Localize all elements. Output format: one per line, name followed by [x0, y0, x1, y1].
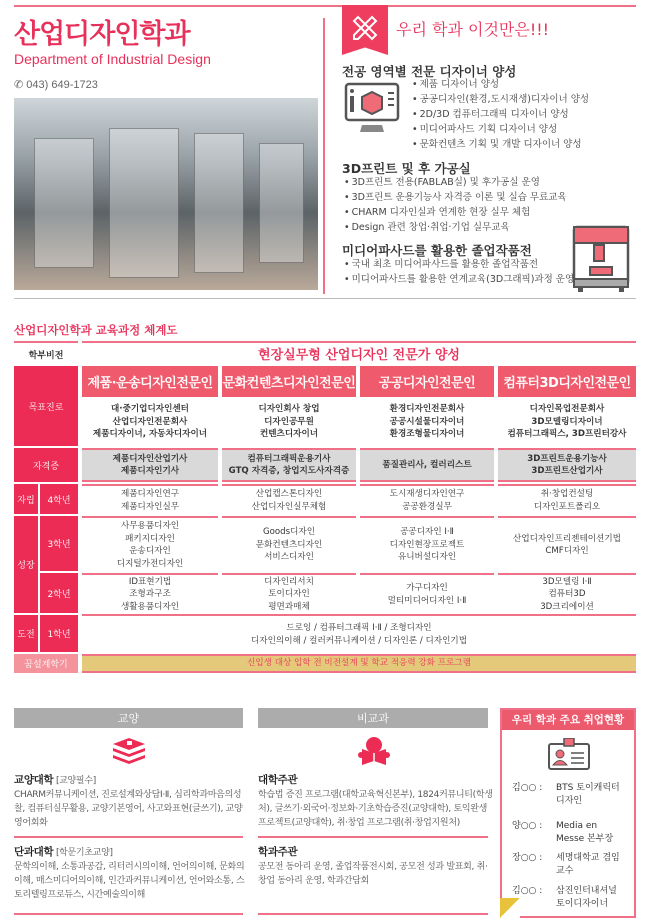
curriculum-title: 산업디자인학과 교육과정 체계도: [14, 323, 178, 337]
track-year3-cell: [222, 516, 356, 572]
row-label-year4: 4학년: [40, 484, 78, 514]
course-line: 3D모델링 Ⅰ·Ⅱ: [542, 576, 592, 587]
course-line: 취·창업컨설팅: [540, 489, 594, 499]
course-line: 3D크리에이션: [540, 601, 594, 612]
graduate-name: 양○○ :: [512, 821, 543, 831]
highlights-title: 우리 학과 이것만은!!!: [396, 20, 550, 39]
course-line: 컴퓨터그래픽스, 3D프린터강사: [507, 429, 627, 440]
course-line: 디자인의이해 / 컬러커뮤니케이션 / 디자인론 / 디자인기법: [250, 635, 467, 646]
highlight-list: [412, 77, 589, 152]
track-header: 문화컨텐츠디자인전문인: [222, 366, 356, 397]
employment-item: [512, 885, 628, 911]
rule: [14, 341, 78, 343]
course-line: 공공디자인 Ⅰ·Ⅱ: [400, 527, 454, 538]
graduate-job: BTS 토이캐릭터 디자인: [556, 783, 620, 806]
course-line: 가구디자인: [406, 583, 448, 593]
course-line: 디자인공무원: [264, 416, 314, 427]
track-header: 제품·운송디자인전문인: [82, 366, 218, 397]
books-icon: [113, 738, 145, 770]
course-line: 디자인회사 창업: [258, 404, 320, 415]
track-year3-cell: [360, 516, 494, 572]
rule: [82, 341, 636, 343]
course-line: 도시재생디자인연구: [389, 489, 465, 499]
top-rule: [14, 5, 636, 7]
block-title: 대학주관: [258, 774, 298, 786]
track-year4-cell: [360, 484, 494, 515]
extra-block: [258, 773, 494, 830]
course-line: 3D프린트산업기사: [531, 466, 603, 476]
course-line: 제품디자인실무: [120, 501, 180, 512]
vision-text: 현장실무형 산업디자인 전문가 양성: [258, 348, 460, 363]
graduate-job: 세명대학교 겸임교수: [556, 853, 620, 876]
track-careers-cell: [222, 398, 356, 446]
list-item: • 문화컨텐츠 기획 및 개발 디자이너 양성: [412, 137, 589, 152]
row-label-target: 목표진로: [14, 366, 78, 446]
track-careers-cell: [498, 398, 636, 446]
block-title: 교양대학: [14, 774, 54, 786]
graduate-name: 장○○ :: [512, 853, 543, 863]
studio-photo: [14, 98, 318, 290]
vision-label: 학부비전: [28, 350, 64, 361]
course-line: 산업디자인프리젠테이션기법: [513, 533, 621, 544]
track-year2-cell: [360, 573, 494, 614]
row-label-independence: 자립: [14, 484, 38, 514]
employment-box: [500, 708, 636, 918]
course-line: CMF디자인: [545, 546, 589, 556]
course-line: 환경조형물디자이너: [389, 429, 465, 440]
track-careers-cell: [360, 398, 494, 446]
course-line: 품질관리사, 컬러리스트: [382, 459, 472, 470]
course-line: 패키지디자인: [125, 533, 175, 544]
rule: [258, 836, 488, 838]
course-line: 디자인포트폴리오: [533, 501, 601, 512]
course-line: 환경디자인전문회사: [389, 404, 465, 415]
monitor-icon: [344, 82, 400, 138]
reading-icon: [357, 737, 391, 769]
course-line: 산업디자인실무체험: [251, 501, 327, 512]
list-item: • Design 관련 창업·취업·기업 실무교육: [344, 220, 567, 235]
liberal-header: 교양: [14, 708, 243, 728]
row-label-cert: 자격증: [14, 448, 78, 482]
track-careers-cell: [82, 398, 218, 446]
graduate-job: 삼진인터내셔널 토이디자이너: [556, 886, 617, 909]
course-line: 공공시설물디자이너: [389, 416, 465, 427]
list-item: • 3D프린트 전용(FABLAB실) 및 후가공실 운영: [344, 175, 567, 190]
extra-header: 비교과: [258, 708, 488, 728]
section-divider: [14, 298, 636, 299]
course-line: 제품디자인연구: [120, 489, 180, 499]
rule: [14, 913, 243, 915]
row-label-challenge: 도전: [14, 615, 38, 652]
liberal-block: [14, 845, 246, 902]
3d-printer-icon: [572, 225, 630, 297]
list-item: • 국내 최초 미디어파사드를 활용한 졸업작품전: [344, 257, 574, 272]
list-item: • 제품 디자이너 양성: [412, 77, 589, 92]
phone-icon: ✆: [14, 79, 27, 91]
block-title: 학과주관: [258, 846, 298, 858]
course-line: 평면과매체: [268, 601, 310, 612]
list-item: • 미디어파사드 기획 디자이너 양성: [412, 122, 589, 137]
liberal-block: [14, 773, 246, 830]
course-line: 사무용품디자인: [120, 521, 180, 531]
row-label-growth: 성장: [14, 516, 38, 613]
track-certs-cell: [360, 448, 494, 482]
list-item: • 2D/3D 컴퓨터그래픽 디자이너 양성: [412, 107, 589, 122]
course-line: 산업디자인전문회사: [112, 416, 188, 427]
track-certs-cell: [498, 448, 636, 482]
employment-item: [512, 820, 628, 846]
block-title: 단과대학: [14, 846, 54, 858]
course-line: 문화컨텐츠디자인: [255, 539, 323, 550]
list-item: • CHARM 디자인실과 연계한 현장 실무 체험: [344, 205, 567, 220]
dream-semester: 신입생 대상 입학 전 비전설계 및 학교 적응력 강화 프로그램: [82, 654, 636, 673]
row-label-dream: 꿈설계학기: [14, 654, 78, 673]
course-line: 운송디자인: [129, 546, 171, 556]
block-text: CHARM커뮤니케이션, 진로설계와상담Ⅰ·Ⅱ, 심리학과마음의성찰, 컴퓨터실무활용, 교양기본영어, 사고와표현(글쓰기), 교양영어회화: [14, 790, 243, 828]
highlight-list: [344, 175, 567, 235]
course-line: ID표현기법: [128, 576, 172, 587]
phone-number: 043) 649-1723: [26, 79, 98, 91]
graduate-job: Media en Messe 본부장: [556, 821, 614, 844]
block-text: 학습법 증진 프로그램(대학교육혁신본부), 1824커뮤니티(학생처), 글쓰기·외국어·정보화·기초학습증진(교양대학), 토익완생프로젝트(교양대학), 취·창업 프로그램(취·창업지원처): [258, 790, 493, 828]
row-label-year3: 3학년: [40, 516, 78, 571]
phone: [14, 78, 98, 91]
section-heading: 미디어파사드를 활용한 졸업작품전: [342, 243, 532, 258]
track-year2-cell: [82, 573, 218, 614]
list-item: • 공공디자인(환경,도시재생)디자이너 양성: [412, 92, 589, 107]
course-line: 컴퓨터그래픽운용기사: [247, 453, 331, 464]
track-year4-cell: [222, 484, 356, 515]
rule: [14, 836, 243, 838]
course-line: 3D프린트운용기능사: [527, 453, 607, 464]
year1-courses: [82, 614, 636, 653]
course-line: 제품디자인산업기사: [112, 453, 188, 464]
page-title: 산업디자인학과: [14, 19, 190, 50]
list-item: • 3D프린트 운용기능사 자격증 이론 및 실습 무료교육: [344, 190, 567, 205]
course-line: GTQ 자격증, 창업지도사자격증: [228, 466, 350, 476]
block-text: 공모전 동아리 운영, 졸업작품전시회, 공모전 성과 발표회, 취·창업 동아리 운영, 학과간담회: [258, 862, 488, 886]
section-heading: 3D프린트 및 후 가공실: [342, 161, 471, 176]
ruler-pencil-icon: [342, 5, 388, 55]
highlight-list: [344, 257, 574, 287]
course-line: 컴퓨터3D: [548, 589, 586, 600]
course-line: 디지털가전디자인: [116, 558, 184, 569]
track-header: 컴퓨터3D디자인전문인: [498, 366, 636, 397]
row-label-year2: 2학년: [40, 573, 78, 613]
course-line: 멀티미디어디자인 Ⅰ·Ⅱ: [387, 595, 467, 606]
english-title: Department of Industrial Design: [14, 51, 211, 67]
course-line: 제품디자이너, 자동차디자이너: [92, 429, 208, 440]
track-year2-cell: [222, 573, 356, 614]
course-line: 컨텐츠디자이너: [259, 429, 319, 440]
course-line: 디자인리서치: [264, 576, 314, 587]
block-text: 문학의이해, 소통과공감, 리터러시의이해, 언어의이해, 문화의이해, 매스미디어의이해, 인간과커뮤니케이션, 언어와소통, 스토리텔링프로듀스, 시간예술의이해: [14, 862, 245, 900]
track-year2-cell: [498, 573, 636, 614]
course-line: 디자인목업전문회사: [529, 404, 605, 415]
course-line: 서비스디자인: [264, 552, 314, 563]
track-year4-cell: [82, 484, 218, 515]
course-line: 3D모델링디자이너: [531, 416, 603, 427]
folded-corner: [500, 898, 520, 918]
course-line: 토이디자인: [268, 589, 310, 600]
graduate-name: 김○○ :: [512, 886, 543, 896]
track-header: 공공디자인전문인: [360, 366, 494, 397]
track-year4-cell: [498, 484, 636, 515]
track-year3-cell: [498, 516, 636, 572]
row-label-year1: 1학년: [40, 615, 78, 652]
course-line: 대·중기업디자인센터: [111, 404, 189, 415]
course-line: 생활용품디자인: [120, 601, 180, 612]
course-line: 드로잉 / 컴퓨터그래픽 Ⅰ·Ⅱ / 조형디자인: [286, 623, 432, 633]
course-line: 제품디자인기사: [120, 466, 180, 476]
course-line: Goods디자인: [262, 527, 315, 538]
rule: [258, 913, 488, 915]
track-certs-cell: [222, 448, 356, 482]
employment-item: [512, 782, 628, 808]
track-certs-cell: [82, 448, 218, 482]
list-item: • 미디어파사드를 활용한 연계교육(3D그래픽)과정 운영: [344, 272, 574, 287]
graduate-name: 김○○ :: [512, 783, 543, 793]
course-line: 디자인현장프로젝트: [389, 539, 465, 550]
employment-item: [512, 852, 628, 878]
course-line: 유니버설디자인: [397, 552, 457, 563]
track-year3-cell: [82, 516, 218, 572]
id-card-icon: [548, 738, 590, 774]
divider: [323, 18, 325, 294]
block-tag: [학문기초교양]: [55, 848, 113, 858]
course-line: 조형과구조: [129, 589, 171, 600]
employment-header: 우리 학과 주요 취업현황: [502, 710, 634, 730]
course-line: 공공환경실무: [402, 501, 452, 512]
course-line: 산업캡스톤디자인: [255, 489, 323, 499]
section-heading: 전공 영역별 전문 디자이너 양성: [342, 64, 517, 79]
block-tag: [교양필수]: [55, 776, 96, 786]
extra-block: [258, 845, 494, 888]
